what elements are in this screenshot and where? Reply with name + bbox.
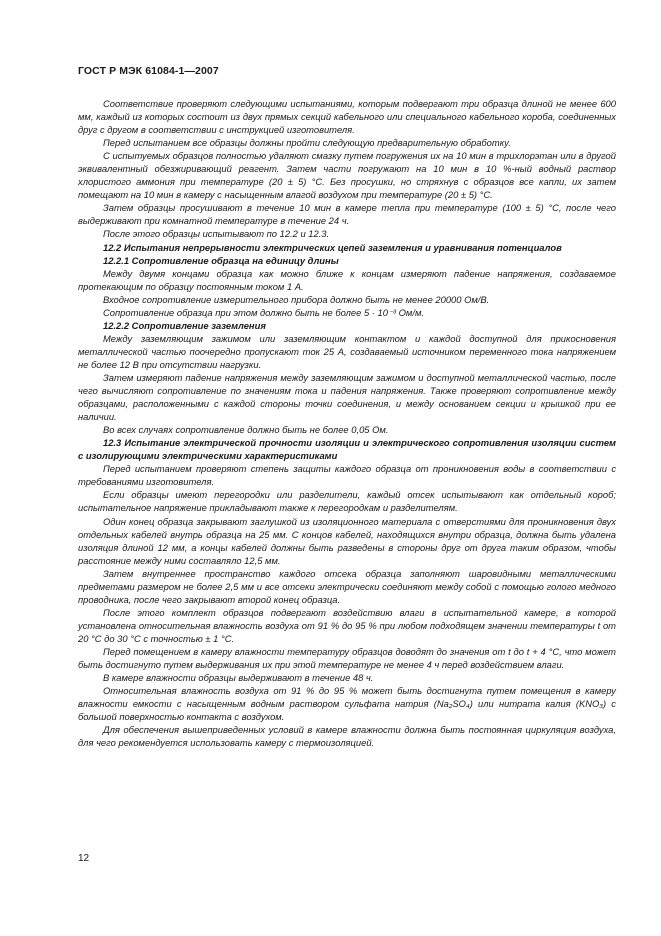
- paragraph: Один конец образца закрывают заглушкой из изоляционного материала с отверстиями для проникновения двух отдельных кабелей внутрь образца на 25 мм. С концов кабелей, находящихся внутри образца, должна быть удалена изоляция длиной 12 мм, а концы кабелей должны быть разведены в стороны друг от друга таким образом, чтобы расстояние между ними составляло 12,5 мм.: [78, 515, 616, 566]
- paragraph: Сопротивление образца при этом должно быть не более 5 · 10⁻³ Ом/м.: [103, 306, 424, 318]
- paragraph: Затем измеряют падение напряжения между заземляющим зажимом и доступной металлической частью, после чего вычисляют сопротивление по значениям тока и падения напряжения. Также проверяют сопротивление между образцами, расположенными с каждой стороны точки соединения, и между основанием секции и крышкой при ее наличии.: [78, 371, 616, 423]
- paragraph: Затем внутреннее пространство каждого отсека образца заполняют шаровидными металлическими предметами размером не более 2,5 мм и все отсеки электрически соединяют между собой с помощью голого медного проводника, после чего закрывают второй конец образца.: [78, 567, 616, 605]
- document-code-header: ГОСТ Р МЭК 61084-1—2007: [78, 65, 219, 77]
- section-heading: 12.3 Испытание электрической прочности изоляции и электрического сопротивления изоляции систем с изолирующими электрическими характеристиками: [78, 437, 616, 462]
- paragraph: Если образцы имеют перегородки или разделители, каждый отсек испытывают как отдельный короб; испытательное напряжение прикладывают также к перегородкам и разделителям.: [78, 489, 616, 514]
- paragraph: Затем образцы просушивают в течение 10 мин в камере тепла при температуре (100 ± 5) °С, после чего выдерживают при комнатной температуре в течение 24 ч.: [78, 202, 616, 227]
- paragraph: Входное сопротивление измерительного прибора должно быть не менее 20000 Ом/В.: [103, 293, 490, 305]
- paragraph: Перед помещением в камеру влажности температуру образцов доводят до значения от t до t + 4 °С, что может быть достигнуто путем выдерживания их при этой температуре не менее 4 ч перед воздействием влаги.: [78, 645, 616, 671]
- paragraph: Соответствие проверяют следующими испытаниями, которым подвергают три образца длиной не менее 600 мм, каждый из которых состоит из двух прямых секций кабельного или специального кабельного короба, соединенных друг с другом в соответствии с инструкцией изготовителя.: [78, 98, 616, 136]
- paragraph: С испытуемых образцов полностью удаляют смазку путем погружения их на 10 мин в трихлорэтан или в другой эквивалентный обезжиривающий реагент. Затем части погружают на 10 мин в 10 %-ный водный раствор хлористого аммония при температуре (20 ± 5) °С. Без просушки, но стряхнув с образцов все капли, их затем помещают на 10 мин в камеру с насыщенным влагой воздухом при температуре (20 ± 5) °С.: [78, 150, 616, 201]
- paragraph: Во всех случаях сопротивление должно быть не более 0,05 Ом.: [103, 424, 389, 436]
- paragraph: В камере влажности образцы выдерживают в течение 48 ч.: [103, 672, 374, 684]
- paragraph: Перед испытанием все образцы должны пройти следующую предварительную обработку.: [103, 137, 511, 149]
- paragraph: Перед испытанием проверяют степень защиты каждого образца от проникновения воды в соответствии с требованиями изготовителя.: [78, 463, 616, 488]
- paragraph: После этого комплект образцов подвергают воздействию влаги в испытательной камере, в которой установлена относительная влажность воздуха от 91 % до 95 % при любом подходящем значении температуры t от 20 °С до 30 °С с точностью ± 1 °С.: [78, 606, 616, 644]
- paragraph: Для обеспечения вышеприведенных условий в камере влажности должна быть постоянная циркуляция воздуха, для чего рекомендуется использовать камеру с термоизоляцией.: [78, 724, 616, 749]
- paragraph: Относительная влажность воздуха от 91 % до 95 % может быть достигнута путем помещения в камеру влажности емкости с насыщенным водным раствором сульфата натрия (Na₂SO₄) или нитрата калия (KNO₃) с большой поверхностью контакта с воздухом.: [78, 685, 616, 723]
- section-heading: 12.2.2 Сопротивление заземления: [103, 319, 266, 331]
- paragraph: После этого образцы испытывают по 12.2 и 12.3.: [103, 228, 330, 240]
- document-body: [78, 97, 616, 749]
- section-heading: 12.2 Испытания непрерывности электрических цепей заземления и уравнивания потенциалов: [103, 241, 562, 253]
- section-heading: 12.2.1 Сопротивление образца на единицу длины: [103, 254, 339, 266]
- paragraph: Между заземляющим зажимом или заземляющим контактом и каждой доступной для прикосновения металлической частью поочередно пропускают ток 25 А, создаваемый источником переменного тока напряжением не более 12 В при отсутствии нагрузки.: [78, 332, 616, 370]
- page-number: 12: [78, 853, 90, 864]
- paragraph: Между двумя концами образца как можно ближе к концам измеряют падение напряжения, создаваемое протекающим по образцу постоянным током 1 А.: [78, 267, 616, 292]
